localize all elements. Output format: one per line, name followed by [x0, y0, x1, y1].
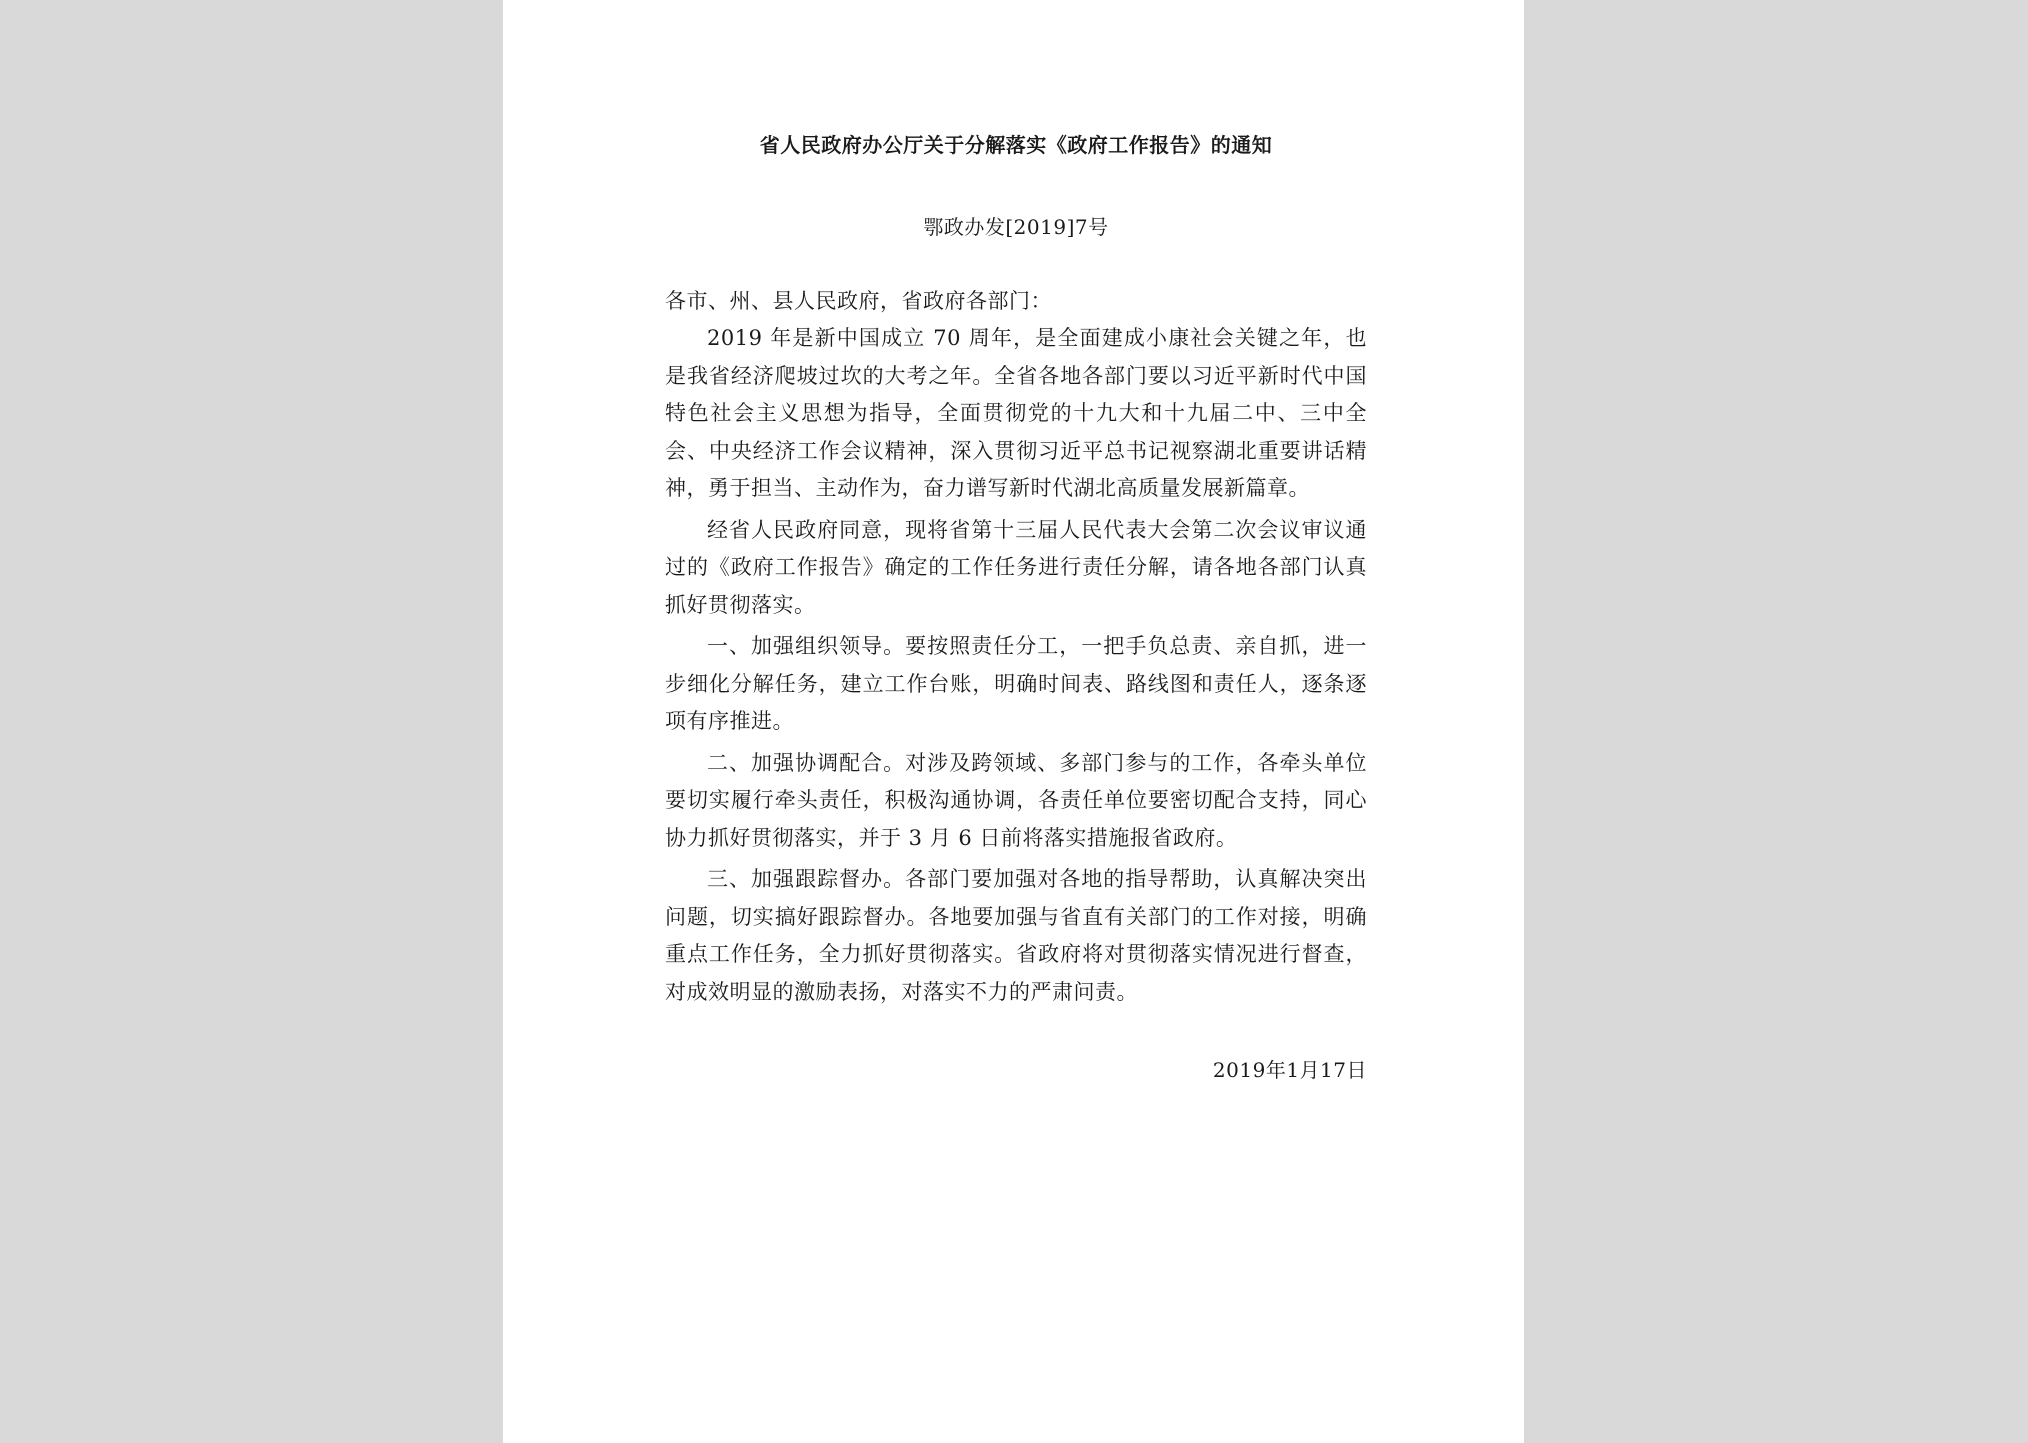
document-title: 省人民政府办公厅关于分解落实《政府工作报告》的通知: [759, 133, 1273, 157]
document-date: 2019年1月17日: [1212, 1058, 1367, 1082]
paragraph-intro: 2019 年是新中国成立 70 周年，是全面建成小康社会关键之年，也是我省经济爬坡过坎的大考之年。全省各地各部门要以习近平新时代中国特色社会主义思想为指导，全面贯彻党的十九大和十九届二中、三中全会、中央经济工作会议精神，深入贯彻习近平总书记视察湖北重要讲话精神，勇于担当、主动作为，奋力谱写新时代湖北高质量发展新篇章。: [665, 326, 1367, 500]
document-page: [503, 0, 1524, 1443]
document-number: 鄂政办发[2019]7号: [923, 215, 1109, 239]
paragraph-item-2: 二、加强协调配合。对涉及跨领域、多部门参与的工作，各牵头单位要切实履行牵头责任，积极沟通协调，各责任单位要密切配合支持，同心协力抓好贯彻落实，并于 3 月 6 日前将落实措施报省政府。: [665, 750, 1367, 850]
document-content: [665, 130, 1367, 1085]
salutation: 各市、州、县人民政府，省政府各部门：: [665, 289, 1052, 313]
paragraph-approval: 经省人民政府同意，现将省第十三届人民代表大会第二次会议审议通过的《政府工作报告》确定的工作任务进行责任分解，请各地各部门认真抓好贯彻落实。: [665, 517, 1367, 617]
paragraph-item-3: 三、加强跟踪督办。各部门要加强对各地的指导帮助，认真解决突出问题，切实搞好跟踪督办。各地要加强与省直有关部门的工作对接，明确重点工作任务，全力抓好贯彻落实。省政府将对贯彻落实情况进行督查，对成效明显的激励表扬，对落实不力的严肃问责。: [665, 867, 1367, 1004]
paragraph-item-1: 一、加强组织领导。要按照责任分工，一把手负总责、亲自抓，进一步细化分解任务，建立工作台账，明确时间表、路线图和责任人，逐条逐项有序推进。: [665, 634, 1367, 733]
